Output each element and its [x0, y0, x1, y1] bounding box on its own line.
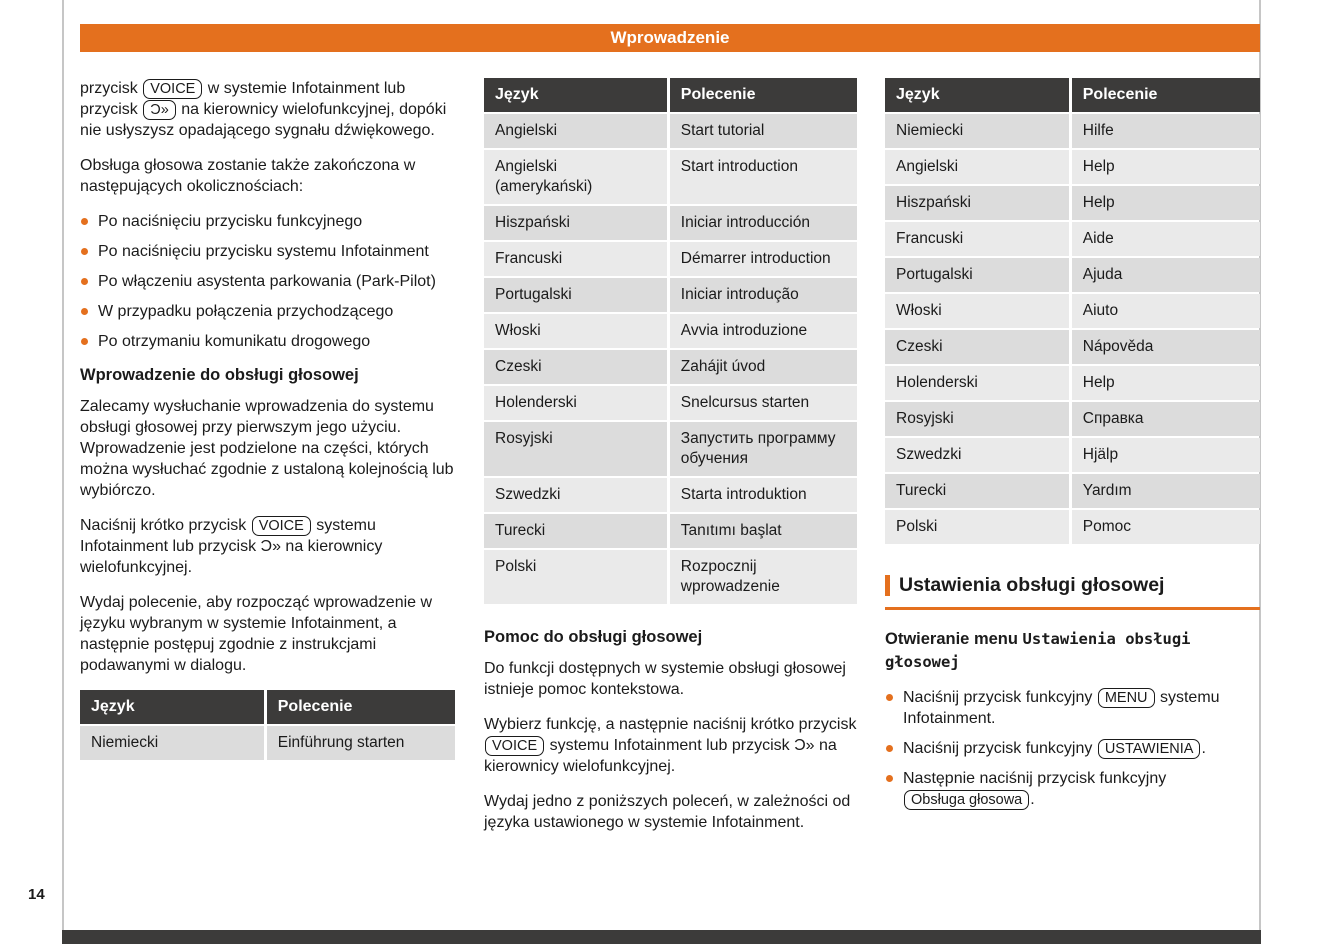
table-cell: Czeski: [484, 350, 667, 384]
table-cell: Help: [1072, 186, 1260, 220]
table-cell: Zahájit úvod: [670, 350, 857, 384]
table-row: [885, 186, 1260, 220]
table-row: [484, 422, 857, 476]
text-segment: przycisk: [80, 80, 143, 97]
table-row: [484, 150, 857, 204]
table-row: [80, 726, 455, 760]
text-segment: Następnie naciśnij przycisk funkcyjny: [903, 770, 1167, 787]
table-row: [484, 386, 857, 420]
section-title: Ustawienia obsługi głosowej: [899, 574, 1165, 596]
column-header: Język: [885, 78, 1069, 112]
middle-column: [484, 78, 857, 847]
menu-open-subheading: [885, 628, 1260, 674]
text-segment: Naciśnij przycisk funkcyjny: [903, 740, 1097, 757]
language-command-table-right: [885, 78, 1260, 544]
table-cell: Hiszpański: [885, 186, 1069, 220]
table-cell: Rosyjski: [885, 402, 1069, 436]
text-segment: na kierownicy wielofunkcyjnej.: [80, 538, 383, 576]
voice-steering-icon: Ɔ»: [260, 538, 281, 555]
table-cell: Szwedzki: [885, 438, 1069, 472]
paragraph: Obsługa głosowa zostanie także zakończona w następujących okolicznościach:: [80, 157, 416, 195]
section-subheading: Pomoc do obsługi głosowej: [484, 628, 703, 646]
text-segment: Naciśnij przycisk funkcyjny: [903, 689, 1097, 706]
text-segment: Naciśnij krótko przycisk: [80, 517, 251, 534]
table-cell: Help: [1072, 366, 1260, 400]
table-cell: Holenderski: [484, 386, 667, 420]
table-cell: Portugalski: [885, 258, 1069, 292]
bullet-text: [903, 687, 1260, 729]
bullet-dot-icon: [81, 278, 88, 285]
table-row: [484, 206, 857, 240]
bullet-item: [80, 331, 455, 352]
table-cell: Rozpocznij wprowadzenie: [670, 550, 857, 604]
voice-steering-icon: Ɔ»: [143, 100, 176, 120]
table-cell: Start introduction: [670, 150, 857, 204]
table-cell: Справка: [1072, 402, 1260, 436]
table-cell: Turecki: [885, 474, 1069, 508]
table-cell: Start tutorial: [670, 114, 857, 148]
bullet-dot-icon: [81, 338, 88, 345]
table-row: [885, 294, 1260, 328]
table-cell: Czeski: [885, 330, 1069, 364]
bullet-dot-icon: [81, 248, 88, 255]
paragraph: Wydaj polecenie, aby rozpocząć wprowadzenie w języku wybranym w systemie Infotainment, a następnie postępuj zgodnie z instrukcjami podawanymi w dialogu.: [80, 594, 433, 674]
keycap-button-label: VOICE: [252, 516, 311, 536]
table-cell: Szwedzki: [484, 478, 667, 512]
language-command-table-left: [80, 690, 455, 760]
table-cell: Démarrer introduction: [670, 242, 857, 276]
table-cell: Ajuda: [1072, 258, 1260, 292]
text-segment: systemu Infotainment lub przycisk: [80, 517, 376, 555]
table-cell: Francuski: [484, 242, 667, 276]
text-segment: w systemie Infotainment lub przycisk: [80, 80, 406, 118]
table-header-row: [80, 690, 455, 724]
table-row: [885, 330, 1260, 364]
table-cell: Polski: [484, 550, 667, 604]
bullet-item: [885, 687, 1260, 729]
column-header: Polecenie: [267, 690, 455, 724]
keycap-button-label: Obsługa głosowa: [904, 790, 1029, 810]
table-row: [484, 514, 857, 548]
table-cell: Hilfe: [1072, 114, 1260, 148]
table-row: [484, 550, 857, 604]
text-segment: Wybierz funkcję, a następnie naciśnij krótko przycisk: [484, 716, 857, 733]
column-header: Język: [484, 78, 667, 112]
keycap-button-label: VOICE: [143, 79, 202, 99]
keycap-button-label: MENU: [1098, 688, 1155, 708]
table-cell: Angielski: [484, 114, 667, 148]
table-cell: Starta introduktion: [670, 478, 857, 512]
bullet-text: Po naciśnięciu przycisku funkcyjnego: [98, 213, 363, 230]
table-cell: Help: [1072, 150, 1260, 184]
page-title: Wprowadzenie: [610, 28, 730, 47]
bullet-dot-icon: [81, 308, 88, 315]
page-number: 14: [28, 886, 45, 903]
bullet-list: [885, 687, 1260, 810]
table-row: [885, 258, 1260, 292]
table-cell: Iniciar introducción: [670, 206, 857, 240]
bullet-list: [80, 211, 455, 352]
text-segment: na kierownicy wielofunkcyjnej.: [484, 737, 837, 775]
column-header: Polecenie: [1072, 78, 1260, 112]
table-cell: Pomoc: [1072, 510, 1260, 544]
table-row: [885, 474, 1260, 508]
table-row: [484, 350, 857, 384]
text-segment: Otwieranie menu: [885, 630, 1023, 648]
table-cell: Hiszpański: [484, 206, 667, 240]
table-cell: Aide: [1072, 222, 1260, 256]
left-column: [80, 78, 455, 762]
bullet-dot-icon: [886, 745, 893, 752]
section-subheading: Wprowadzenie do obsługi głosowej: [80, 366, 359, 384]
bullet-item: [80, 241, 455, 262]
table-header-row: [484, 78, 857, 112]
table-cell: Запустить программу обучения: [670, 422, 857, 476]
section-accent-bar-icon: [885, 575, 890, 596]
table-row: [484, 314, 857, 348]
paragraph: [484, 714, 857, 777]
table-row: [885, 402, 1260, 436]
table-cell: Aiuto: [1072, 294, 1260, 328]
bullet-dot-icon: [81, 218, 88, 225]
text-segment: .: [1201, 740, 1206, 757]
table-cell: Tanıtımı başlat: [670, 514, 857, 548]
table-cell: Angielski (amerykański): [484, 150, 667, 204]
text-segment: .: [1030, 791, 1035, 808]
text-segment: systemu Infotainment.: [903, 689, 1220, 727]
right-column: [885, 78, 1260, 824]
column-header: Polecenie: [670, 78, 857, 112]
bullet-item: [80, 301, 455, 322]
paragraph: Do funkcji dostępnych w systemie obsługi głosowej istnieje pomoc kontekstowa.: [484, 660, 846, 698]
table-cell: Nápověda: [1072, 330, 1260, 364]
text-segment: Ustawienia obsługi głosowej: [885, 630, 1191, 671]
page-edge-left: [62, 0, 64, 930]
table-cell: Francuski: [885, 222, 1069, 256]
section-title-block: [885, 574, 1260, 610]
table-cell: Hjälp: [1072, 438, 1260, 472]
bullet-text: W przypadku połączenia przychodzącego: [98, 303, 394, 320]
table-cell: Einführung starten: [267, 726, 455, 760]
bullet-dot-icon: [886, 775, 893, 782]
paragraph: [80, 515, 455, 578]
bullet-text: Po naciśnięciu przycisku systemu Infotainment: [98, 243, 429, 260]
table-cell: Iniciar introdução: [670, 278, 857, 312]
table-cell: Niemiecki: [885, 114, 1069, 148]
bullet-text: Po otrzymaniu komunikatu drogowego: [98, 333, 371, 350]
table-cell: Portugalski: [484, 278, 667, 312]
table-cell: Holenderski: [885, 366, 1069, 400]
table-row: [484, 242, 857, 276]
bullet-item: [80, 211, 455, 232]
table-row: [885, 510, 1260, 544]
table-row: [885, 114, 1260, 148]
table-row: [484, 278, 857, 312]
bullet-text: [903, 738, 1206, 759]
table-row: [484, 478, 857, 512]
table-cell: Angielski: [885, 150, 1069, 184]
table-row: [885, 438, 1260, 472]
bullet-item: [80, 271, 455, 292]
text-segment: na kierownicy wielofunkcyjnej, dopóki nie usłyszysz opadającego sygnału dźwiękowego.: [80, 101, 447, 139]
table-row: [885, 150, 1260, 184]
bullet-text: Po włączeniu asystenta parkowania (Park-Pilot): [98, 273, 436, 290]
table-row: [484, 114, 857, 148]
footer-bar: [62, 930, 1261, 944]
bullet-item: [885, 768, 1260, 810]
language-command-table-middle: [484, 78, 857, 604]
table-cell: Niemiecki: [80, 726, 264, 760]
table-cell: Polski: [885, 510, 1069, 544]
paragraph: Zalecamy wysłuchanie wprowadzenia do systemu obsługi głosowej przy pierwszym jego użyciu. Wprowadzenie jest podzielone na części, których można wysłuchać zgodnie z ustaloną kolejnością lub wybiórczo.: [80, 398, 454, 499]
table-row: [885, 222, 1260, 256]
keycap-button-label: USTAWIENIA: [1098, 739, 1201, 759]
keycap-button-label: VOICE: [485, 736, 544, 756]
table-cell: Snelcursus starten: [670, 386, 857, 420]
table-cell: Włoski: [484, 314, 667, 348]
paragraph: Wydaj jedno z poniższych poleceń, w zależności od języka ustawionego w systemie Infotainment.: [484, 793, 851, 831]
table-cell: Avvia introduzione: [670, 314, 857, 348]
table-cell: Turecki: [484, 514, 667, 548]
table-row: [885, 366, 1260, 400]
voice-steering-icon: Ɔ»: [794, 737, 815, 754]
table-header-row: [885, 78, 1260, 112]
table-cell: Włoski: [885, 294, 1069, 328]
text-segment: systemu Infotainment lub przycisk: [545, 737, 795, 754]
paragraph: [80, 78, 455, 141]
table-cell: Rosyjski: [484, 422, 667, 476]
bullet-text: [903, 768, 1260, 810]
page-header: [80, 24, 1260, 52]
bullet-dot-icon: [886, 694, 893, 701]
bullet-item: [885, 738, 1260, 759]
table-cell: Yardım: [1072, 474, 1260, 508]
column-header: Język: [80, 690, 264, 724]
